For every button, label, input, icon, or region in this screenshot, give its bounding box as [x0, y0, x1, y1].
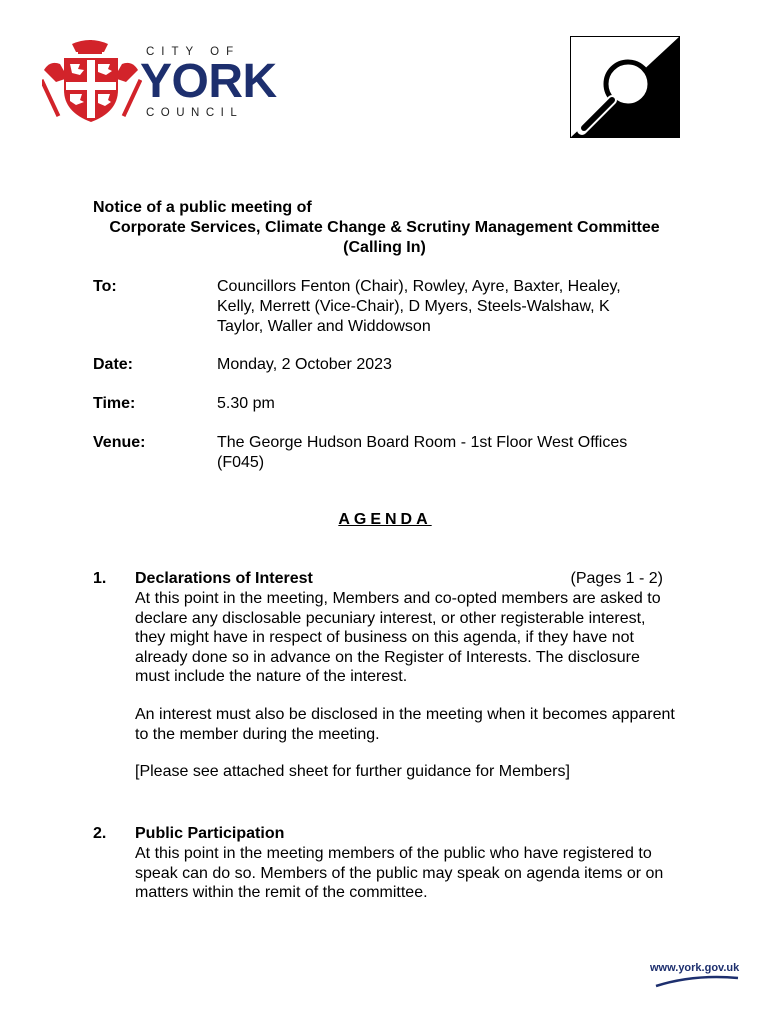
- time-label: Time:: [93, 395, 136, 412]
- agenda-item-paragraph: At this point in the meeting, Members and co-opted members are asked to declare any disclosable pecuniary interest, or other registerable interest, they might have in respect of business on this agenda, if they have not already done so in advance on the Register of Interests. The disclosure must include the nature of the interest.: [135, 590, 661, 686]
- agenda-item-paragraph: [Please see attached sheet for further guidance for Members]: [135, 763, 570, 781]
- footer-website-link[interactable]: www.york.gov.uk: [650, 962, 740, 974]
- logo-york-text: YORK: [140, 55, 277, 108]
- date-value: Monday, 2 October 2023: [217, 356, 392, 373]
- agenda-item-pages: (Pages 1 - 2): [570, 570, 663, 587]
- logo-council-text: COUNCIL: [146, 107, 244, 119]
- agenda-item-number: 2.: [93, 825, 107, 842]
- to-value: Councillors Fenton (Chair), Rowley, Ayre, Baxter, Healey, Kelly, Merrett (Vice-Chair), D Myers, Steels-Walshaw, K Taylor, Waller and Widdowson: [217, 278, 621, 335]
- to-label: To:: [93, 278, 117, 295]
- notice-line: Notice of a public meeting of: [93, 199, 312, 216]
- venue-value: The George Hudson Board Room - 1st Floor West Offices (F045): [217, 434, 628, 471]
- agenda-item-title: Public Participation: [135, 825, 285, 842]
- city-of-york-council-logo: [42, 38, 277, 128]
- agenda-item-number: 1.: [93, 570, 107, 587]
- meeting-notice-title: [93, 198, 693, 258]
- committee-name: Corporate Services, Climate Change & Scrutiny Management Committee (Calling In): [109, 219, 660, 256]
- venue-label: Venue:: [93, 434, 146, 451]
- agenda-heading: AGENDA: [338, 511, 432, 528]
- date-label: Date:: [93, 356, 134, 373]
- agenda-item-title: Declarations of Interest: [135, 570, 313, 587]
- logo-city-of-text: CITY OF: [146, 46, 241, 58]
- agenda-item-paragraph: An interest must also be disclosed in the meeting when it becomes apparent to the member during the meeting.: [135, 705, 675, 743]
- york-crest-icon: [42, 38, 142, 128]
- agenda-item-paragraph: At this point in the meeting members of the public who have registered to speak can do so. Members of the public may speak on agenda items or on matters within the remit of the committee.: [135, 845, 664, 902]
- scrutiny-magnifier-icon: [570, 36, 680, 138]
- time-value: 5.30 pm: [217, 395, 275, 412]
- footer-swoosh-icon: [654, 974, 740, 988]
